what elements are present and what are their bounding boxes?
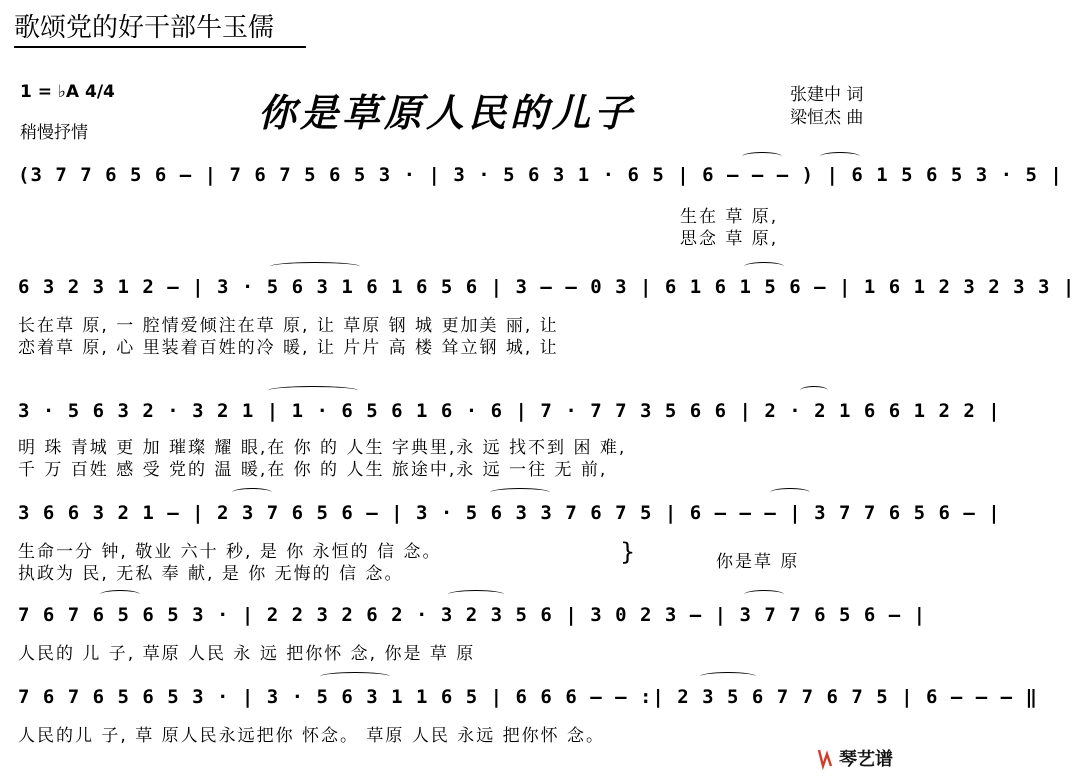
tempo-marking: 稍慢抒情 (20, 123, 88, 143)
watermark-text: 琴艺谱 (839, 749, 893, 770)
watermark (815, 745, 893, 771)
lyric-line-6: 人民的儿 子, 草 原人民永远把你 怀念。 草原 人民 永远 把你怀 念。 (18, 726, 606, 746)
notation-line-5: 7 6 7 6 5 6 5 3 · | 2 2 3 2 6 2 · 3 2 3 5 6 | 3 0 2 3 – | 3 7 7 6 5 6 – | (18, 604, 927, 626)
lyric-line-2-verse-1: 长在草 原, 一 腔情爱倾注在草 原, 让 草原 钢 城 更加美 丽, 让 (18, 316, 559, 336)
lyric-line-4-side: 你是草 原 (716, 552, 800, 572)
music-note-logo-icon (815, 748, 835, 768)
slur-mark (770, 488, 810, 497)
lyric-line-1-verse-1: 生在 草 原, (680, 207, 779, 227)
lyric-line-4-verse-2: 执政为 民, 无私 奉 献, 是 你 无悔的 信 念。 (18, 564, 404, 584)
lyric-line-5: 人民的 儿 子, 草原 人民 永 远 把你怀 念, 你是 草 原 (18, 644, 476, 664)
slur-mark (744, 262, 784, 271)
slur-mark (700, 672, 756, 681)
lyricist-credit: 张建中 词 (790, 85, 864, 105)
slur-mark (100, 590, 140, 599)
verse-brace: } (620, 538, 636, 566)
header-underline (14, 46, 306, 48)
notation-line-6: 7 6 7 6 5 6 5 3 · | 3 · 5 6 3 1 1 6 5 | 6 6 6 – – :| 2 3 5 6 7 7 6 7 5 | 6 – – – ‖ (18, 686, 1038, 708)
slur-mark (490, 488, 550, 497)
notation-line-2: 6 3 2 3 1 2 – | 3 · 5 6 3 1 6 1 6 5 6 | 3 – – 0 3 | 6 1 6 1 5 6 – | 1 6 1 2 3 2 3 3 | (18, 276, 1075, 298)
slur-mark (800, 386, 828, 395)
slur-mark (320, 672, 390, 681)
lyric-line-2-verse-2: 恋着草 原, 心 里装着百姓的冷 暖, 让 片片 高 楼 耸立钢 城, 让 (18, 338, 559, 358)
key-signature: 1 = ♭A 4/4 (20, 82, 115, 102)
notation-line-1: (3 7 7 6 5 6 – | 7 6 7 5 6 5 3 · | 3 · 5 6 3 1 · 6 5 | 6 – – – ) | 6 1 5 6 5 3 · 5 | (18, 164, 1063, 186)
slur-mark (268, 386, 358, 395)
notation-line-4: 3 6 6 3 2 1 – | 2 3 7 6 5 6 – | 3 · 5 6 3 3 7 6 7 5 | 6 – – – | 3 7 7 6 5 6 – | (18, 502, 1001, 524)
lyric-line-4-verse-1: 生命一分 钟, 敬业 六十 秒, 是 你 永恒的 信 念。 (18, 542, 442, 562)
slur-mark (744, 590, 784, 599)
slur-mark (742, 152, 782, 161)
page-header-title: 歌颂党的好干部牛玉儒 (14, 13, 275, 43)
slur-mark (448, 590, 504, 599)
composer-credit: 梁恒杰 曲 (790, 108, 864, 128)
lyric-line-3-verse-1: 明 珠 青城 更 加 璀璨 耀 眼,在 你 的 人生 字典里,永 远 找不到 困 难, (18, 438, 627, 458)
lyric-line-1-verse-2: 思念 草 原, (680, 229, 779, 249)
notation-line-3: 3 · 5 6 3 2 · 3 2 1 | 1 · 6 5 6 1 6 · 6 | 7 · 7 7 3 5 6 6 | 2 · 2 1 6 6 1 2 2 | (18, 400, 1001, 422)
song-title: 你是草原人民的儿子 (258, 90, 637, 135)
slur-mark (820, 152, 860, 161)
slur-mark (270, 262, 360, 271)
slur-mark (232, 488, 272, 497)
lyric-line-3-verse-2: 千 万 百姓 感 受 党的 温 暖,在 你 的 人生 旅途中,永 远 一往 无 前, (18, 460, 608, 480)
